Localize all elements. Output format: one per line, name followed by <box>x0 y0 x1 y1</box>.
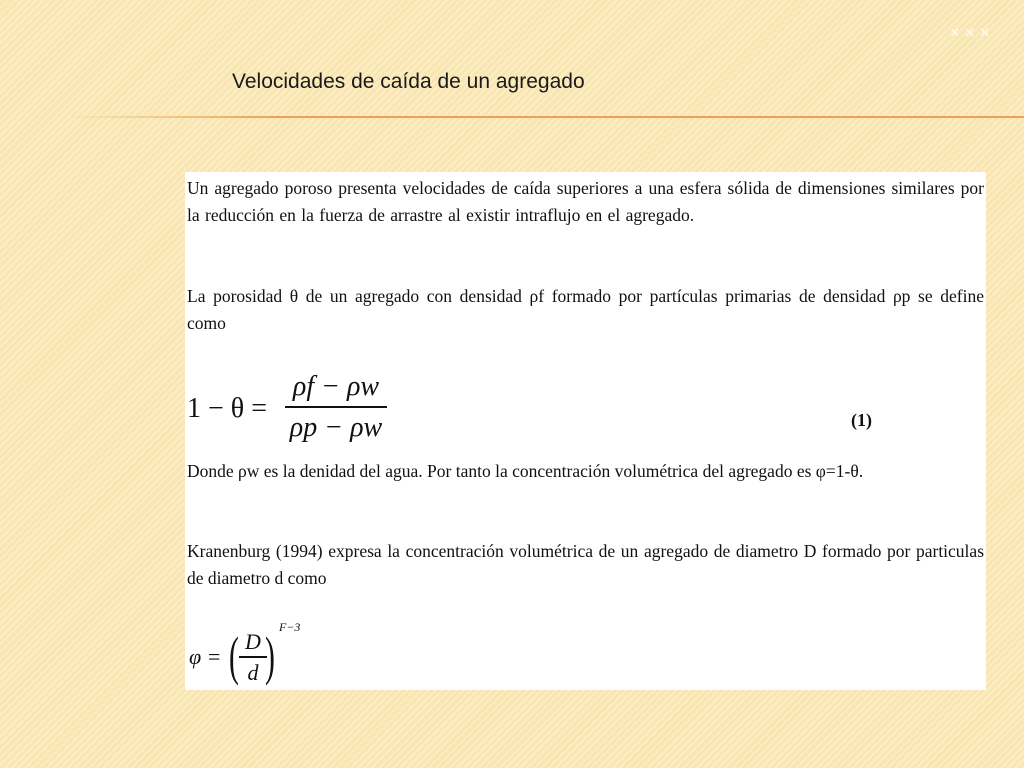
paragraph-water-density: Donde ρw es la denidad del agua. Por tanto la concentración volumétrica del agregado es φ=1-θ. <box>187 461 864 481</box>
paragraph-intro: Un agregado poroso presenta velocidades de caída superiores a una esfera sólida de dimensiones similares por la reducción en la fuerza de arrastre al existir intraflujo en el agregado. <box>187 178 984 225</box>
equation-2-numerator: D <box>245 629 261 654</box>
equation-concentration <box>187 618 327 688</box>
equation-1-numerator: ρf − ρw <box>292 371 380 402</box>
equation-porosity <box>187 368 417 456</box>
slide-title: Velocidades de caída de un agregado <box>232 70 585 93</box>
paragraph-porosity: La porosidad θ de un agregado con densidad ρf formado por partículas primarias de densidad ρp se define como <box>187 286 984 333</box>
equation-2-left-paren: ( <box>229 626 239 686</box>
equation-2-denominator: d <box>247 659 259 685</box>
equation-1-denominator: ρp − ρw <box>289 412 383 443</box>
paragraph-kranenburg: Kranenburg (1994) expresa la concentración volumétrica de un agregado de diametro D formado por particulas de diametro d como <box>187 541 984 588</box>
equation-1-fraction <box>283 368 389 448</box>
equation-2-exponent: F−3 <box>279 620 301 634</box>
equation-2-right-paren: ) <box>265 626 275 686</box>
equation-2-lhs: φ = <box>189 644 222 669</box>
decorative-corner-marks: ✕✕✕ <box>949 26 994 41</box>
title-divider <box>66 116 1024 118</box>
equation-1-lhs: 1 − θ = <box>187 393 267 424</box>
equation-number: (1) <box>851 410 872 430</box>
content-image-panel <box>185 172 986 690</box>
equation-2-fraction <box>239 628 267 688</box>
